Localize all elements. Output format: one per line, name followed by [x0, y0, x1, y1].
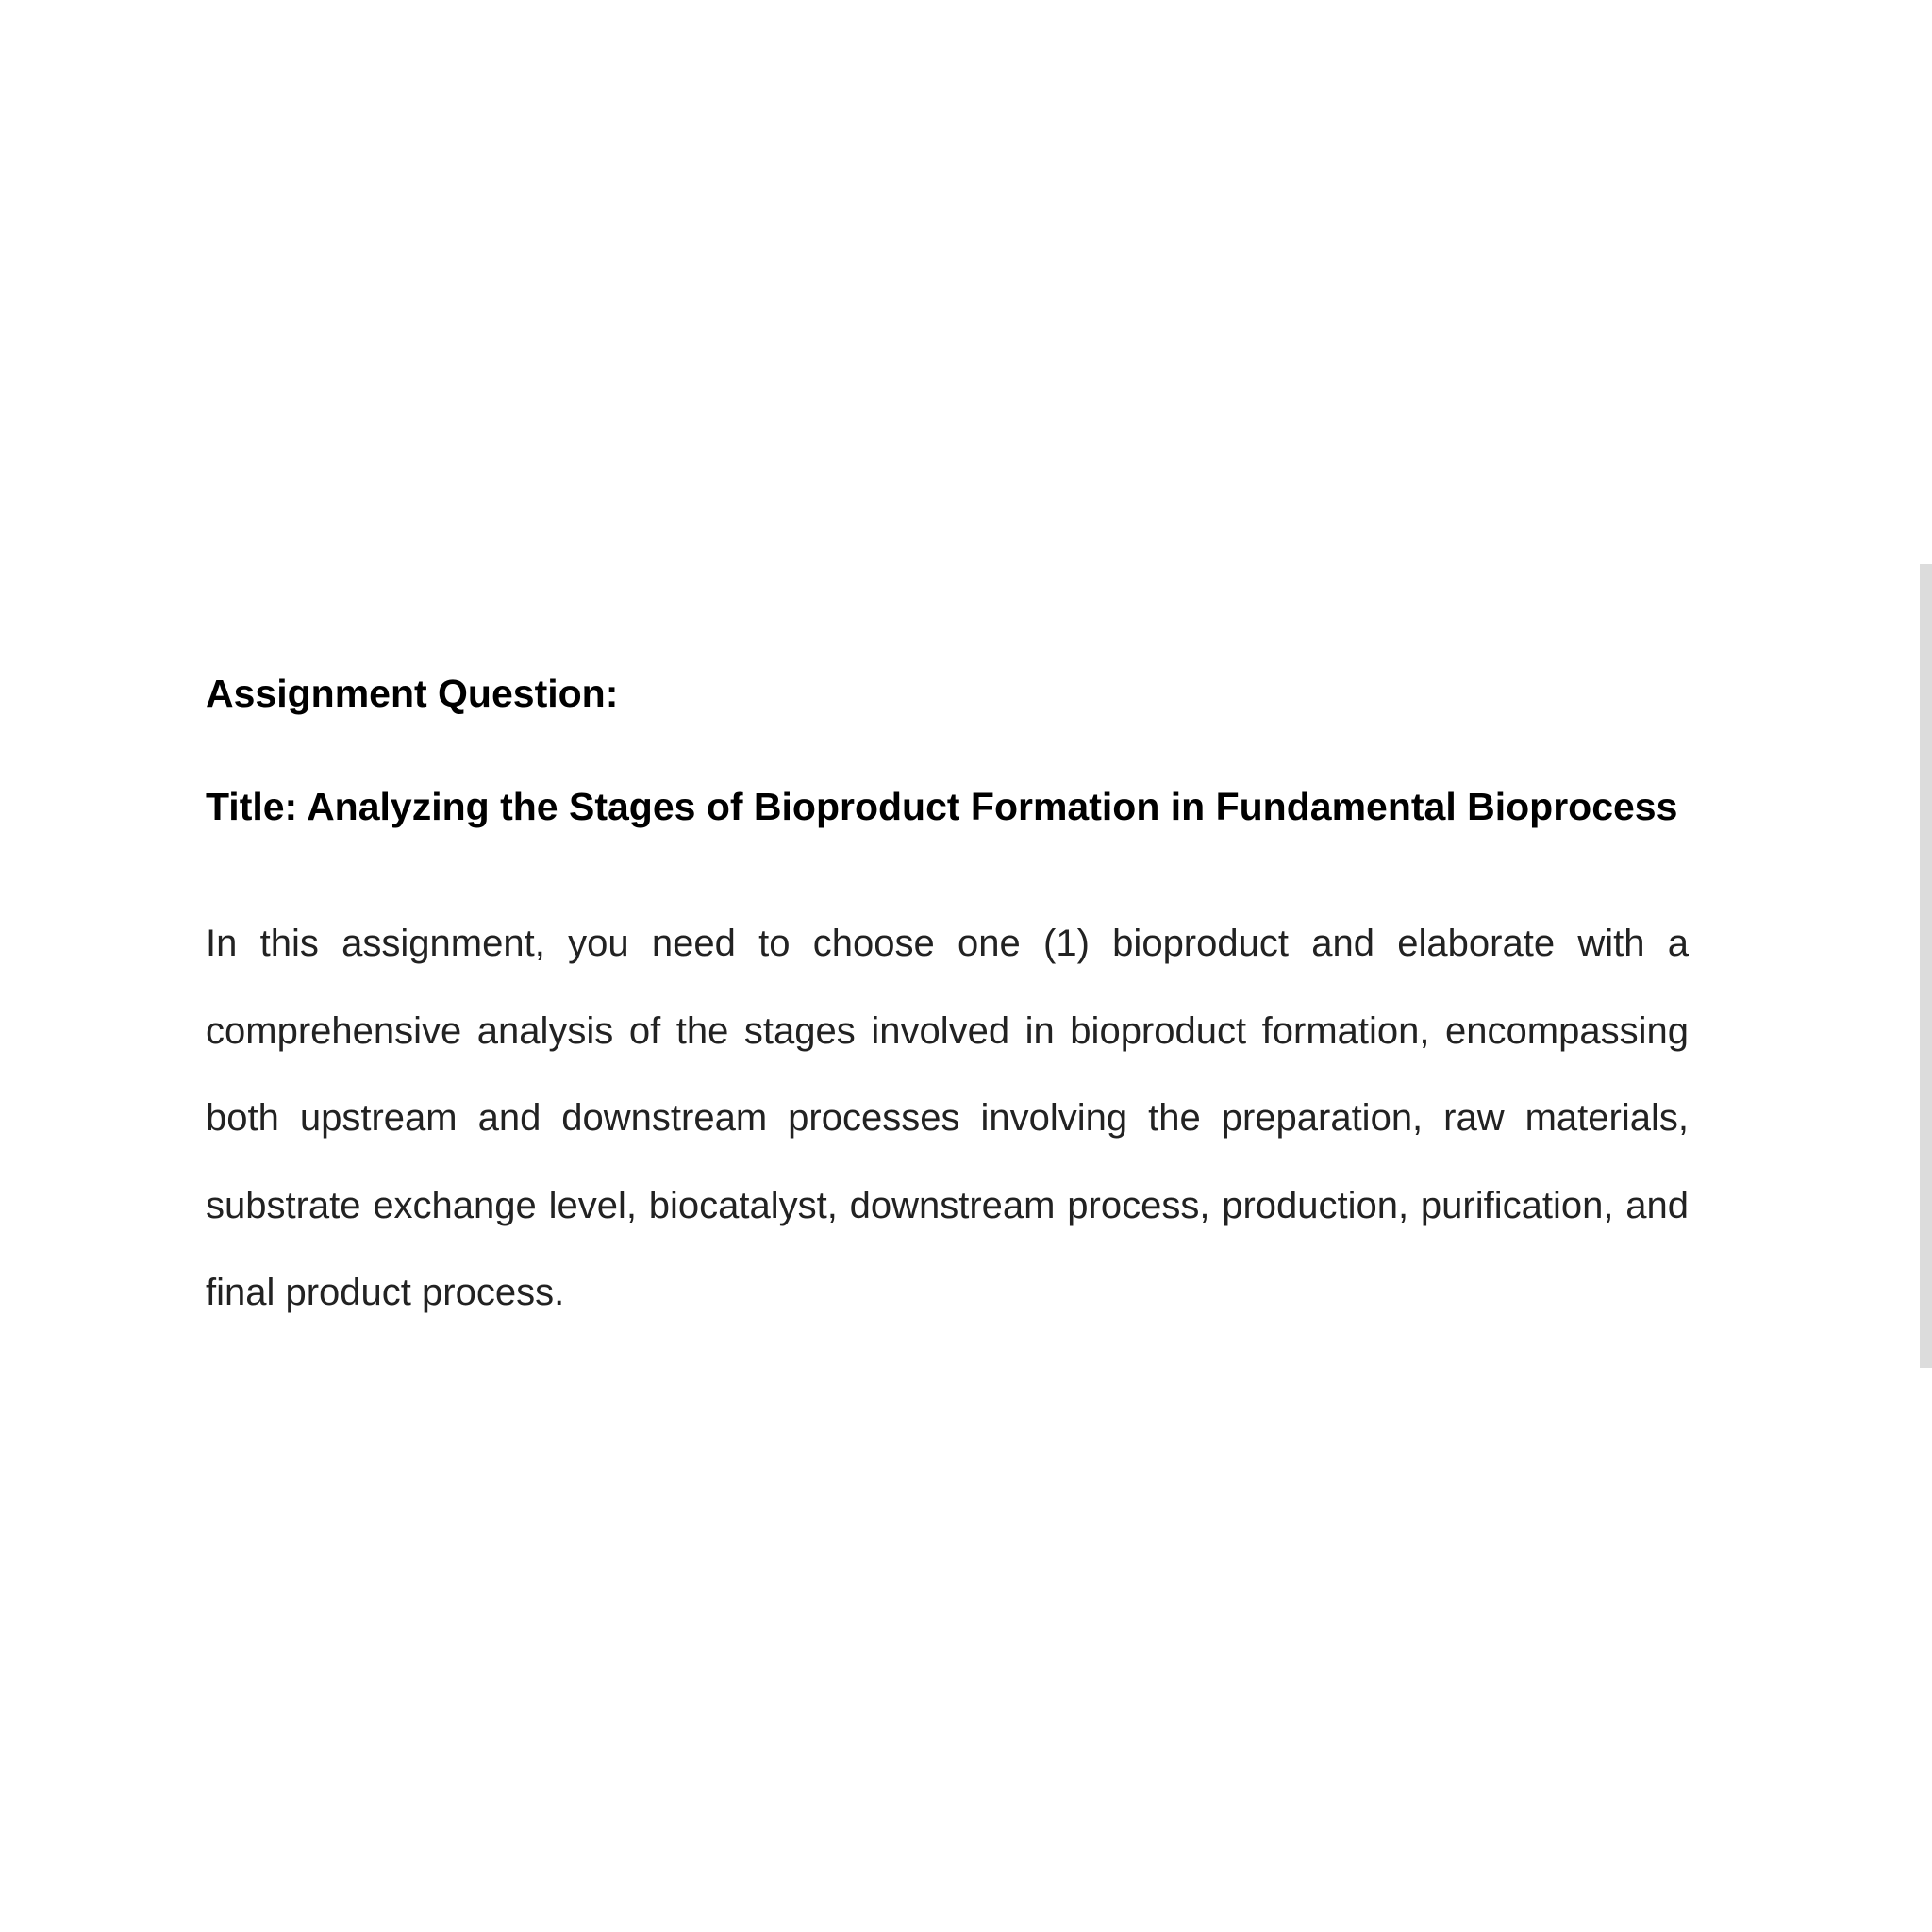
assignment-body: In this assignment, you need to choose one (1) bioproduct and elaborate with a comprehensive analysis of the stages involved in bioproduct formation, encompassing both upstream and downstream processes involving the preparation, raw materials, substrate exchange level, biocatalyst, downstream process, production, purification, and final product process.	[206, 923, 1689, 1313]
page-edge-shadow	[1920, 564, 1932, 1368]
assignment-heading: Assignment Question:	[206, 672, 619, 715]
document-content	[206, 666, 1689, 1337]
assignment-title: Title: Analyzing the Stages of Bioproduct Formation in Fundamental Bioprocess	[206, 785, 1678, 828]
